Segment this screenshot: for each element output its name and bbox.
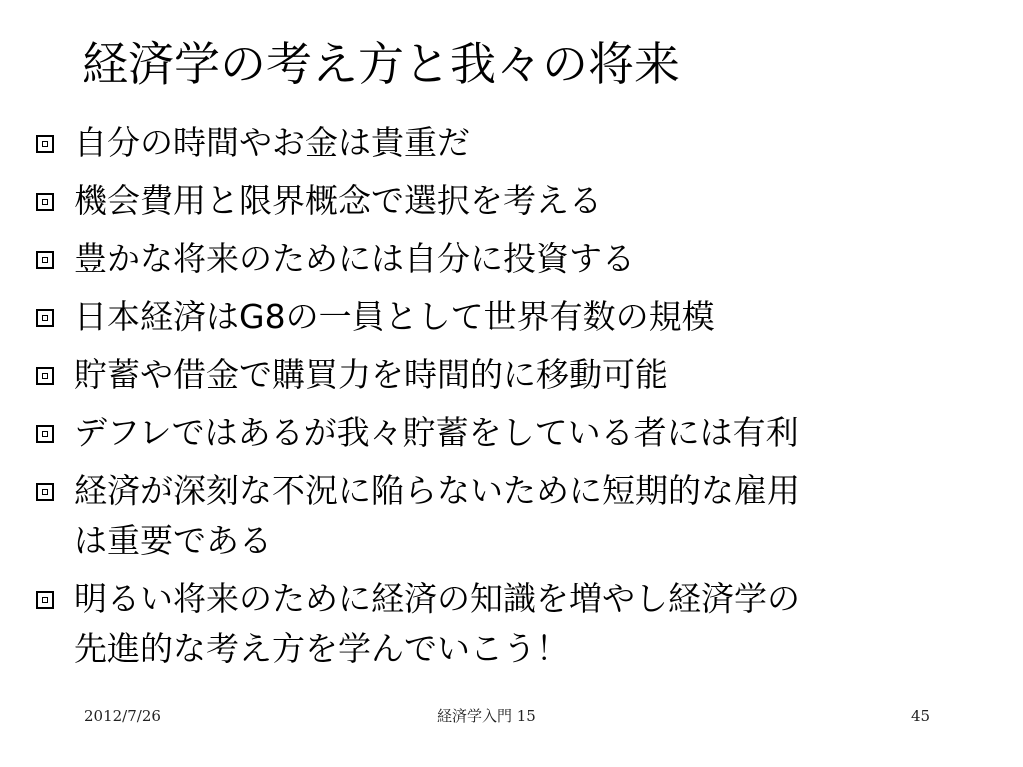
hollow-square-bullet-icon xyxy=(36,483,54,501)
hollow-square-bullet-icon xyxy=(36,135,54,153)
bullet-item xyxy=(36,234,996,284)
bullet-item xyxy=(36,408,996,458)
hollow-square-bullet-icon xyxy=(36,367,54,385)
hollow-square-bullet-icon xyxy=(36,425,54,443)
bullet-text: 自分の時間やお金は貴重だ xyxy=(74,123,470,162)
footer-page-number: 45 xyxy=(911,707,931,725)
bullet-text-continuation: 先進的な考え方を学んでいこう！ xyxy=(74,629,569,668)
bullet-text: 貯蓄や借金で購買力を時間的に移動可能 xyxy=(74,355,668,394)
bullet-item xyxy=(36,350,996,400)
bullet-text: 経済が深刻な不況に陥らないために短期的な雇用 xyxy=(74,471,800,510)
bullet-item xyxy=(36,574,996,674)
bullet-item xyxy=(36,118,996,168)
bullet-item xyxy=(36,176,996,226)
footer-date: 2012/7/26 xyxy=(84,707,161,725)
bullet-text: 日本経済はG8の一員として世界有数の規模 xyxy=(74,297,715,336)
bullet-text: デフレではあるが我々貯蓄をしている者には有利 xyxy=(74,413,799,452)
footer-course-title: 経済学入門 15 xyxy=(437,707,536,725)
bullet-list xyxy=(36,118,996,682)
bullet-text: 明るい将来のために経済の知識を増やし経済学の xyxy=(74,579,800,618)
bullet-item xyxy=(36,292,996,342)
hollow-square-bullet-icon xyxy=(36,591,54,609)
bullet-text: 豊かな将来のためには自分に投資する xyxy=(74,239,635,278)
bullet-text: 機会費用と限界概念で選択を考える xyxy=(74,181,602,220)
slide-title: 経済学の考え方と我々の将来 xyxy=(82,37,680,91)
hollow-square-bullet-icon xyxy=(36,251,54,269)
bullet-item xyxy=(36,466,996,566)
bullet-text-continuation: は重要である xyxy=(74,521,272,560)
hollow-square-bullet-icon xyxy=(36,309,54,327)
hollow-square-bullet-icon xyxy=(36,193,54,211)
